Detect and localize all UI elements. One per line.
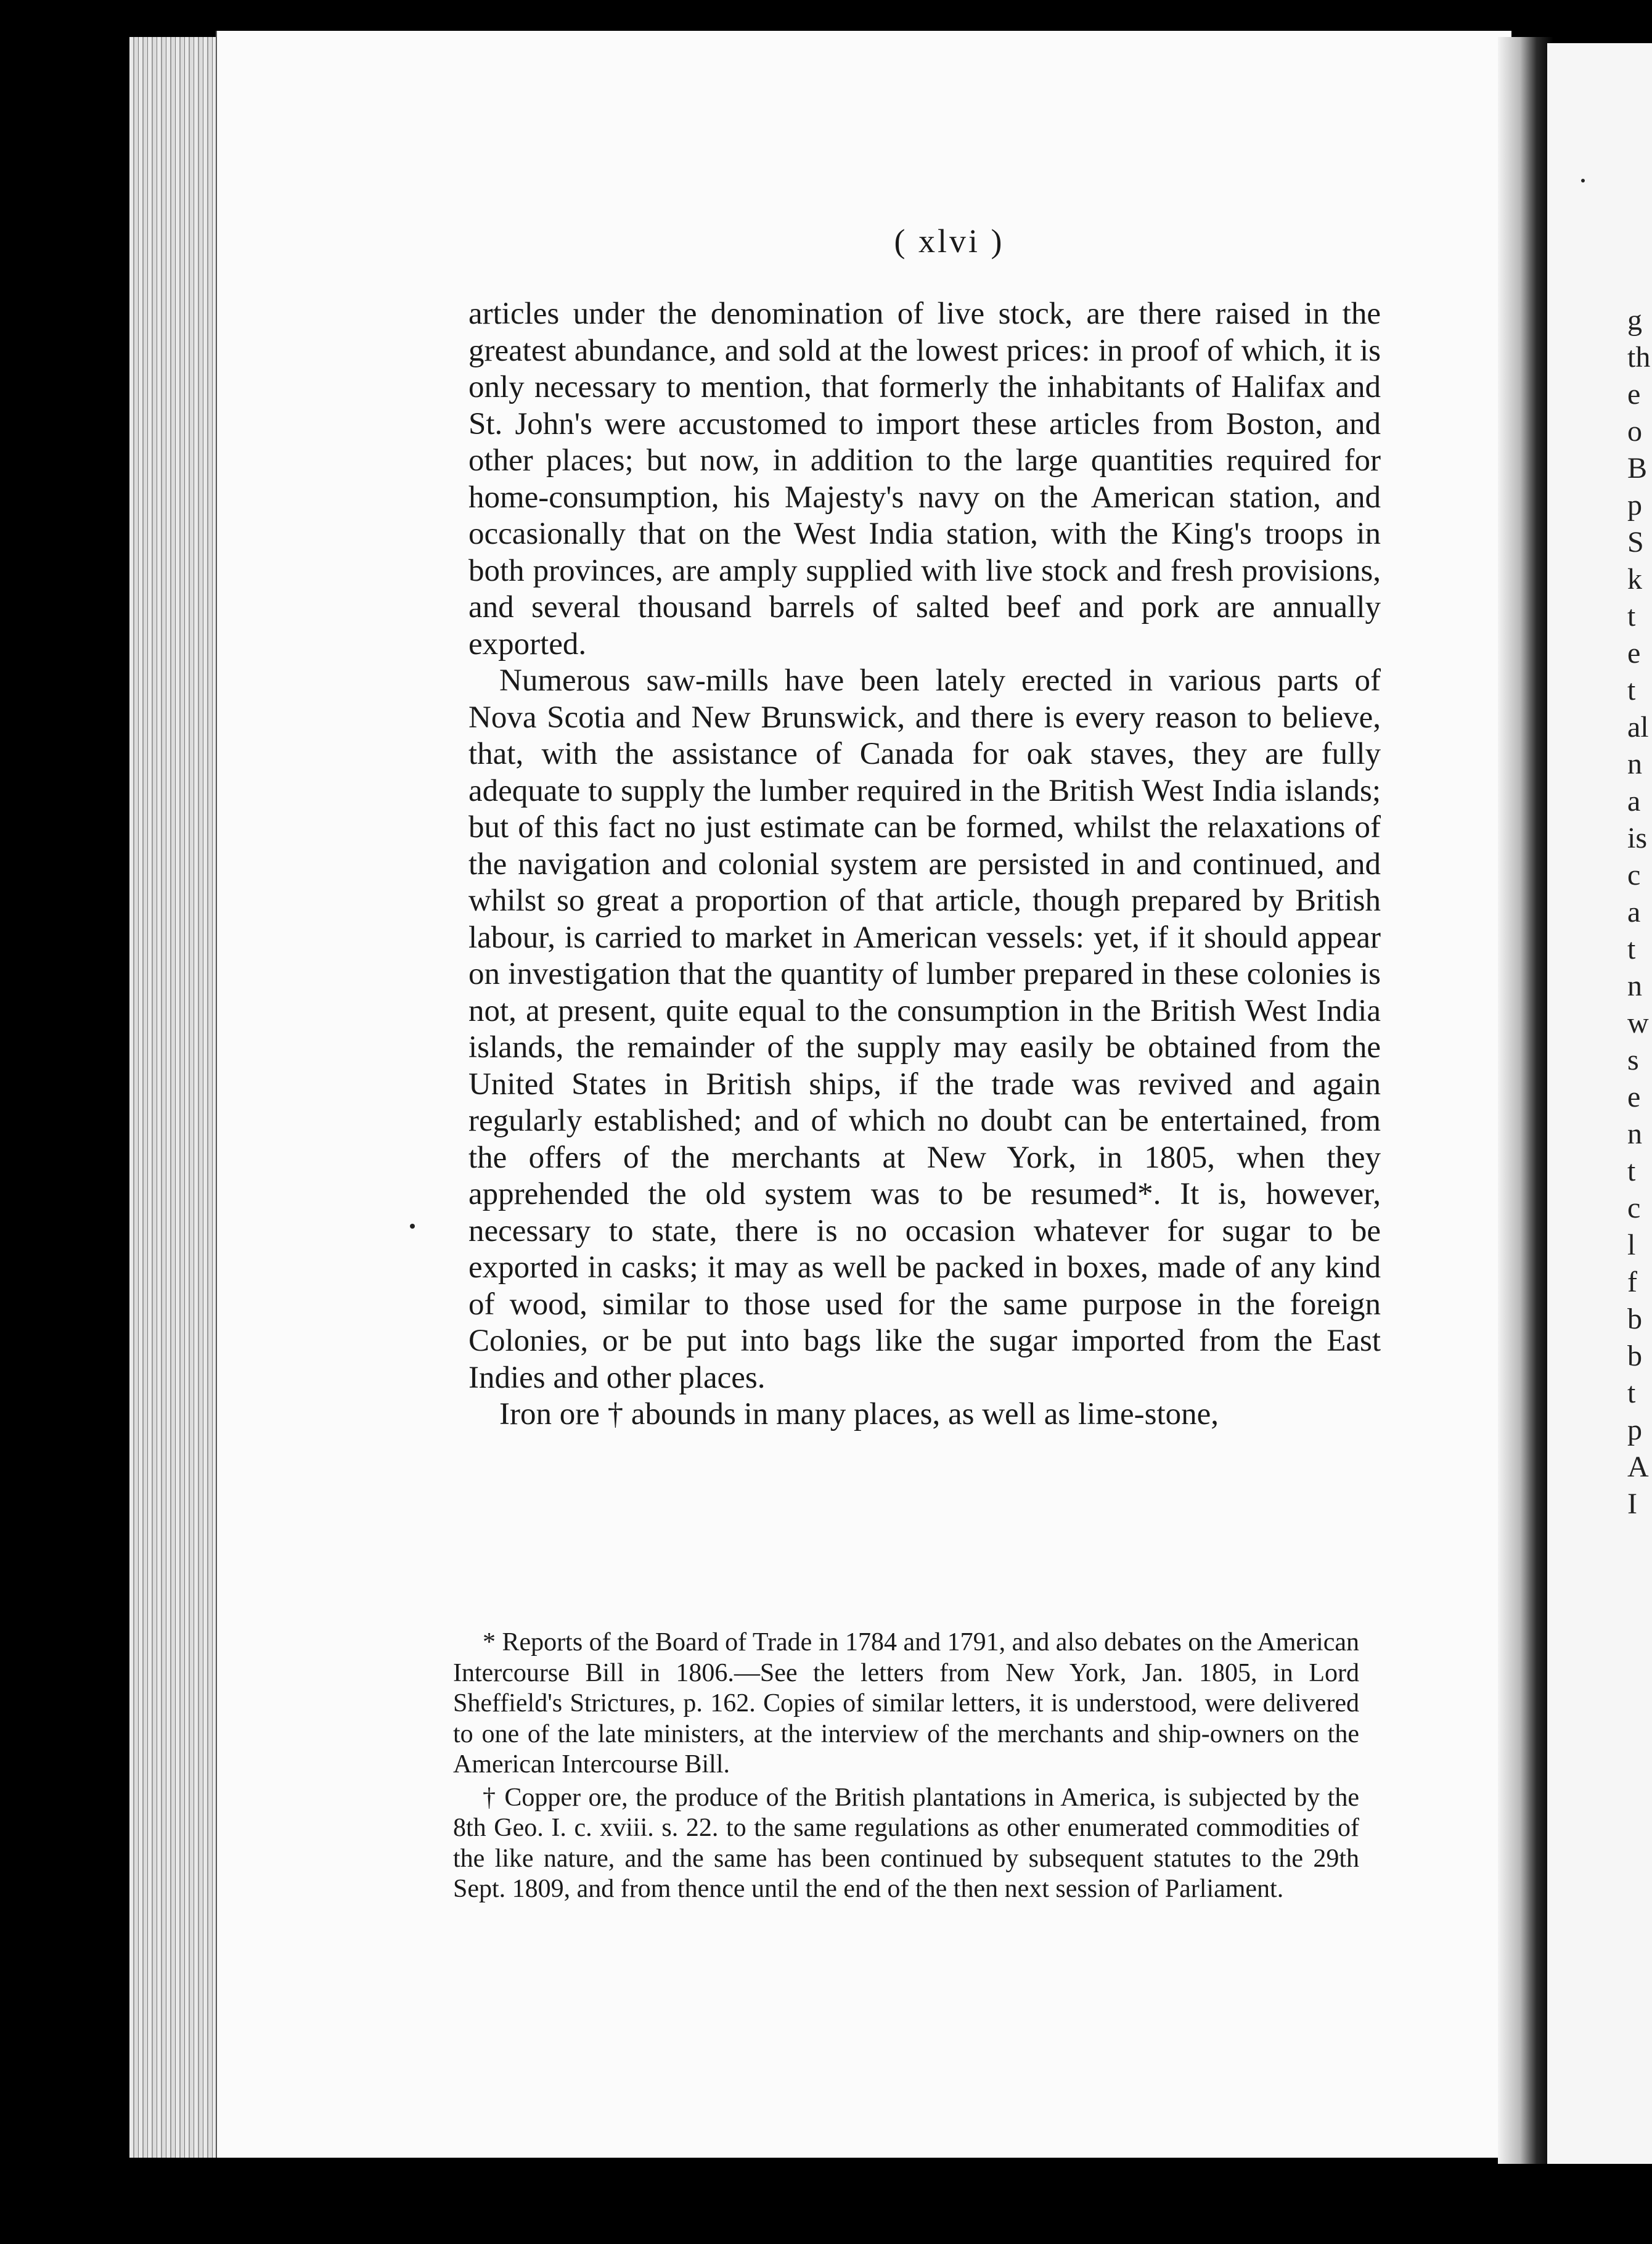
footnotes: [453, 1628, 1359, 1907]
facing-page-fragment: k: [1627, 563, 1642, 596]
facing-page-fragment: f: [1627, 1266, 1637, 1298]
facing-page-fragment: c: [1627, 859, 1641, 891]
facing-page-fragment: n: [1627, 1118, 1642, 1150]
facing-page-fragment: l: [1627, 1229, 1636, 1261]
paragraph: Iron ore † abounds in many places, as well as lime-stone,: [499, 1397, 1219, 1431]
facing-page-fragment: t: [1627, 1377, 1636, 1409]
facing-page-fragment: is: [1627, 822, 1648, 854]
facing-page-fragment: e: [1627, 637, 1641, 670]
main-text: [468, 296, 1381, 1433]
facing-page-fragment: e: [1627, 1081, 1641, 1113]
book-gutter: [1498, 37, 1553, 2164]
facing-page-fragment: p: [1627, 489, 1642, 522]
paragraph: articles under the denomination of live stock, are there raised in the greatest abundance, and sold at the lowest prices: in proof of which, it is only necessary to mention, that formerly the inhabitants of Halifax and St. John's were accustomed to import these articles from Boston, and other places; but now, in addition to the large quantities required for home-consumption, his Majesty's navy on the American station, and occasionally that on the West India station, with the King's troops in both provinces, are amply supplied with live stock and fresh provisions, and several thousand barrels of salted beef and pork are annually exported.: [468, 297, 1381, 661]
facing-page-fragment: c: [1627, 1192, 1641, 1224]
footnote: * Reports of the Board of Trade in 1784 and 1791, and also debates on the American Intercourse Bill in 1806.—See the letters from New York, Jan. 1805, in Lord Sheffield's Strictures, p. 162. Copies of similar letters, it is understood, were delivered to one of the late ministers, at the interview of the merchants and ship-owners on the American Intercourse Bill.: [453, 1628, 1359, 1779]
footnote: † Copper ore, the produce of the British plantations in America, is subjected by the 8th Geo. I. c. xviii. s. 22. to the same regulations as other enumerated commodities of the like nature, and the same has been continued by subsequent statutes to the 29th Sept. 1809, and from thence until the end of the then next session of Parliament.: [453, 1783, 1359, 1903]
paragraph: Numerous saw-mills have been lately erected in various parts of Nova Scotia and New Brunswick, and there is every reason to believe, that, with the assistance of Canada for oak staves, they are fully adequate to supply the lumber required in the British West India islands; but of this fact no just estimate can be formed, whilst the relaxations of the navigation and colonial system are persisted in and continued, and whilst so great a proportion of that article, though prepared by British labour, is carried to market in American vessels: yet, if it should appear on investigation that the quantity of lumber prepared in these colonies is not, at present, quite equal to the consumption in the British West India islands, the remainder of the supply may easily be obtained from the United States in British ships, if the trade was revived and again regularly established; and of which no doubt can be entertained, from the offers of the merchants at New York, in 1805, when they apprehended the old system was to be resumed*. It is, however, necessary to state, there is no occasion whatever for sugar to be exported in casks; it may as well be packed in boxes, made of any kind of wood, similar to those used for the same purpose in the foreign Colonies, or be put into bags like the sugar imported from the East Indies and other places.: [468, 663, 1381, 1395]
facing-page-fragment: b: [1627, 1340, 1642, 1372]
facing-page-text: [1627, 302, 1652, 1523]
ink-speck: [410, 1224, 415, 1229]
facing-page-fragment: b: [1627, 1303, 1642, 1335]
facing-page-fragment: a: [1627, 785, 1641, 817]
facing-page-fragment: t: [1627, 674, 1636, 706]
facing-page-fragment: n: [1627, 970, 1642, 1002]
ink-speck: [1581, 179, 1585, 182]
facing-page-fragment: th: [1627, 341, 1651, 374]
page-number: ( xlvi ): [894, 223, 1005, 260]
facing-page-fragment: t: [1627, 1155, 1636, 1187]
facing-page-fragment: S: [1627, 526, 1644, 559]
facing-page-fragment: a: [1627, 896, 1641, 928]
facing-page-fragment: al: [1627, 711, 1649, 743]
facing-page-fragment: w: [1627, 1007, 1649, 1039]
facing-page-fragment: e: [1627, 378, 1641, 411]
facing-page-fragment: s: [1627, 1044, 1639, 1076]
facing-page-fragment: B: [1627, 452, 1648, 485]
facing-page-fragment: A: [1627, 1451, 1649, 1483]
facing-page-fragment: t: [1627, 933, 1636, 965]
page-edges: [129, 37, 228, 2158]
facing-page-fragment: I: [1627, 1488, 1637, 1520]
facing-page-fragment: p: [1627, 1414, 1642, 1446]
facing-page-fragment: n: [1627, 748, 1642, 780]
facing-page-fragment: g: [1627, 304, 1642, 337]
facing-page-fragment: t: [1627, 600, 1636, 633]
facing-page-fragment: o: [1627, 415, 1642, 448]
